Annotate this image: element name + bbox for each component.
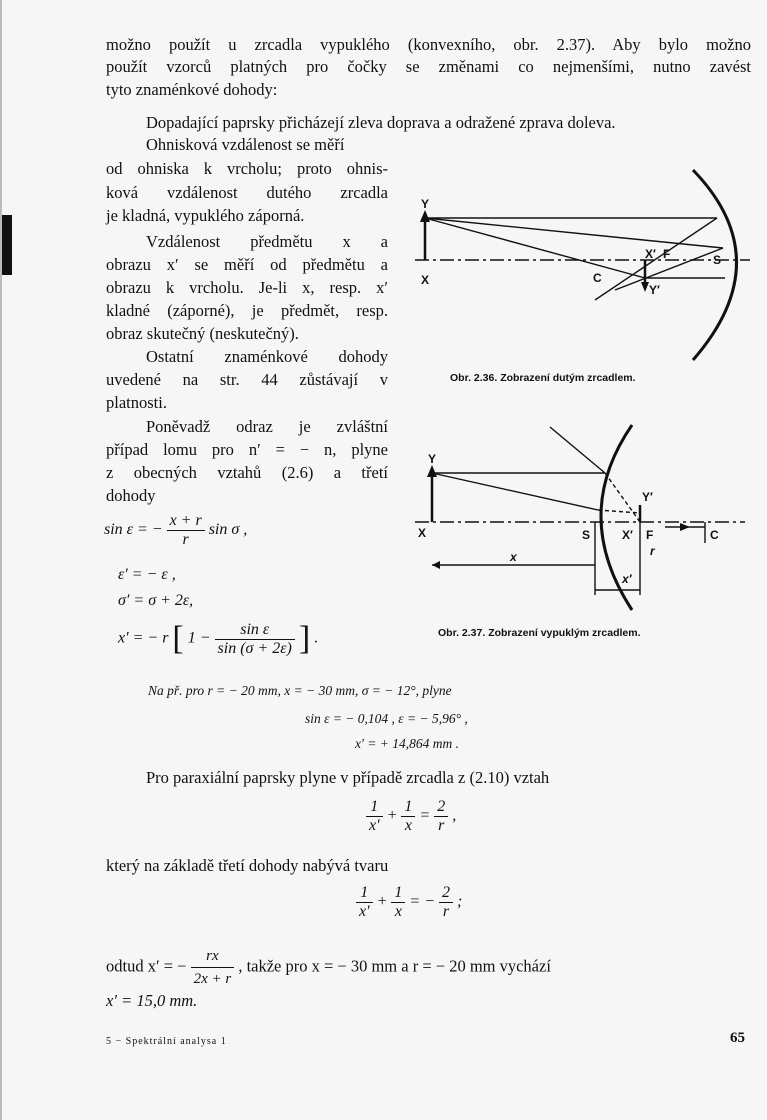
left-col-line: od ohniska k vrcholu; proto ohnis-: [106, 159, 388, 178]
left-col-line: Vzdálenost předmětu x a: [146, 232, 388, 251]
eq3-num2: 1: [391, 884, 405, 903]
left-col-line: platnosti.: [106, 393, 167, 412]
fig1-label-Y: Y: [421, 197, 430, 211]
fig2-label-r: r: [650, 544, 655, 558]
figure-concave-mirror: [405, 160, 755, 370]
page-number: 65: [730, 1030, 745, 1046]
x-dimension-arrowhead: [432, 561, 440, 569]
fig2-label-F: F: [646, 528, 654, 542]
eq2-plus: +: [386, 807, 398, 825]
fig2-label-Xprime: X′: [622, 528, 633, 542]
example-line1: Na př. pro r = − 20 mm, x = − 30 mm, σ = − 12°, plyne: [148, 683, 452, 698]
eq2-den1: x′: [369, 817, 380, 834]
image-arrowhead: [641, 282, 649, 292]
fig2-label-C: C: [710, 528, 719, 542]
final-post: , takže pro x = − 30 mm a r = − 20 mm vychází: [238, 956, 551, 976]
eq3-plus: +: [376, 893, 388, 911]
eq2-equals: =: [419, 807, 431, 825]
eq3-end: ;: [457, 893, 463, 911]
paragraph-intro-line1: možno použít u zrcadla vypuklého (konvexního, obr. 2.37). Aby bylo možno: [106, 35, 751, 54]
eq2-den2: x: [404, 817, 412, 834]
equation-mirror-2: [356, 884, 462, 921]
equation-mirror-1: [366, 798, 456, 835]
fig2-label-x: x: [510, 550, 517, 564]
eq3-equals: = −: [409, 893, 435, 911]
left-col-line: kladné (záporné), je předmět, resp.: [106, 301, 388, 320]
left-col-line: obrazu k vrcholu. Je-li x, resp. x′: [106, 278, 388, 297]
binding-edge: [0, 0, 2, 1120]
eq2-den3: r: [438, 817, 445, 834]
final-result-line2: x′ = 15,0 mm.: [106, 991, 198, 1010]
r-dimension-arrowhead: [680, 523, 690, 531]
fig1-label-X: X: [421, 273, 430, 287]
eq-xp-end: .: [314, 629, 319, 647]
figure-convex-mirror: [410, 415, 750, 615]
example-line2: sin ε = − 0,104 , ε = − 5,96° ,: [305, 711, 468, 726]
fig1-label-Yprime: Y′: [649, 283, 660, 297]
fig1-label-C: C: [593, 271, 602, 285]
left-col-line: je kladná, vypuklého záporná.: [106, 206, 305, 225]
fig2-label-xprime: x′: [622, 572, 632, 586]
equation-sigma-prime: σ′ = σ + 2ε,: [118, 592, 194, 609]
eq3-den3: r: [442, 903, 450, 920]
eq-xp-one: 1 −: [187, 629, 211, 647]
eq3-den2: x: [394, 903, 402, 920]
left-col-line: uvedené na str. 44 zůstávají v: [106, 370, 388, 389]
fig1-label-F: F: [663, 247, 671, 261]
paragraph-intro-line2: použít vzorců platných pro čočky se změnami co nejmenšími, nutno zavést: [106, 57, 751, 76]
left-col-line: obrazu x′ se měří od předmětu a: [106, 255, 388, 274]
eq-sin-lhs: sin ε = −: [104, 521, 163, 539]
fig1-label-S: S: [713, 253, 722, 267]
eq-xp-lhs: x′ = − r: [118, 629, 169, 647]
eq3-num3: 2: [439, 884, 453, 903]
fig1-label-Xprime: X′: [645, 247, 656, 261]
final-result-line1: [106, 945, 551, 990]
example-line3: x′ = + 14,864 mm .: [355, 736, 460, 751]
eq3-num1: 1: [356, 884, 373, 903]
eq-sin-den: r: [182, 531, 189, 548]
footer-signature: 5 − Spektrální analysa 1: [106, 1036, 227, 1047]
eq3-den1: x′: [359, 903, 370, 920]
left-col-line: případ lomu pro n′ = − n, plyne: [106, 440, 388, 459]
eq2-num3: 2: [434, 798, 448, 817]
fig2-label-Y: Y: [428, 452, 437, 466]
eq2-num2: 1: [401, 798, 415, 817]
fig2-label-S: S: [582, 528, 591, 542]
paragraph-paraxial: Pro paraxiální paprsky plyne v případě zrcadla z (2.10) vztah: [146, 768, 550, 787]
paragraph-intro-line3: tyto znaménkové dohody:: [106, 80, 278, 99]
equation-epsilon-prime: ε′ = − ε ,: [118, 566, 176, 583]
equation-x-prime: x′ = − r [ 1 − $\frac{\text{sin ε}}{\sin (\sigma + 2\varepsilon)}$ ] .: [118, 620, 319, 657]
equation-sin-epsilon: [104, 512, 247, 549]
left-col-line: obraz skutečný (neskutečný).: [106, 324, 299, 343]
eq-sin-num: x + r: [167, 512, 205, 531]
eq2-num1: 1: [366, 798, 383, 817]
left-col-line: Poněvadž odraz je zvláštní: [146, 417, 388, 436]
object-arrowhead: [420, 210, 430, 222]
eq2-end: ,: [452, 807, 457, 825]
eq-sin-rhs: sin σ ,: [208, 521, 248, 539]
eq-xp-den: sin (σ + 2ε): [217, 639, 292, 657]
final-den: 2x + r: [193, 971, 232, 987]
left-col-line: z obecných vztahů (2.6) a třetí: [106, 463, 388, 482]
paragraph-third-rule: který na základě třetí dohody nabývá tvaru: [106, 856, 389, 875]
left-col-line: Ohnisková vzdálenost se měří: [146, 135, 345, 154]
object-arrowhead: [427, 465, 437, 477]
fig2-label-Yprime: Y′: [642, 490, 653, 504]
left-col-line: Ostatní znaménkové dohody: [146, 347, 388, 366]
final-pre: odtud x′ = −: [106, 956, 187, 976]
figure-caption-2-36: Obr. 2.36. Zobrazení dutým zrcadlem.: [450, 372, 636, 384]
eq-xp-num: sin ε: [215, 621, 295, 640]
figure-caption-2-37: Obr. 2.37. Zobrazení vypuklým zrcadlem.: [438, 627, 641, 639]
paragraph-rule: Dopadající paprsky přicházejí zleva doprava a odražené zprava doleva.: [146, 113, 616, 132]
left-col-line: ková vzdálenost dutého zrcadla: [106, 183, 388, 202]
left-col-line: dohody: [106, 486, 156, 505]
final-num: rx: [191, 945, 235, 968]
fig2-label-X: X: [418, 526, 427, 540]
